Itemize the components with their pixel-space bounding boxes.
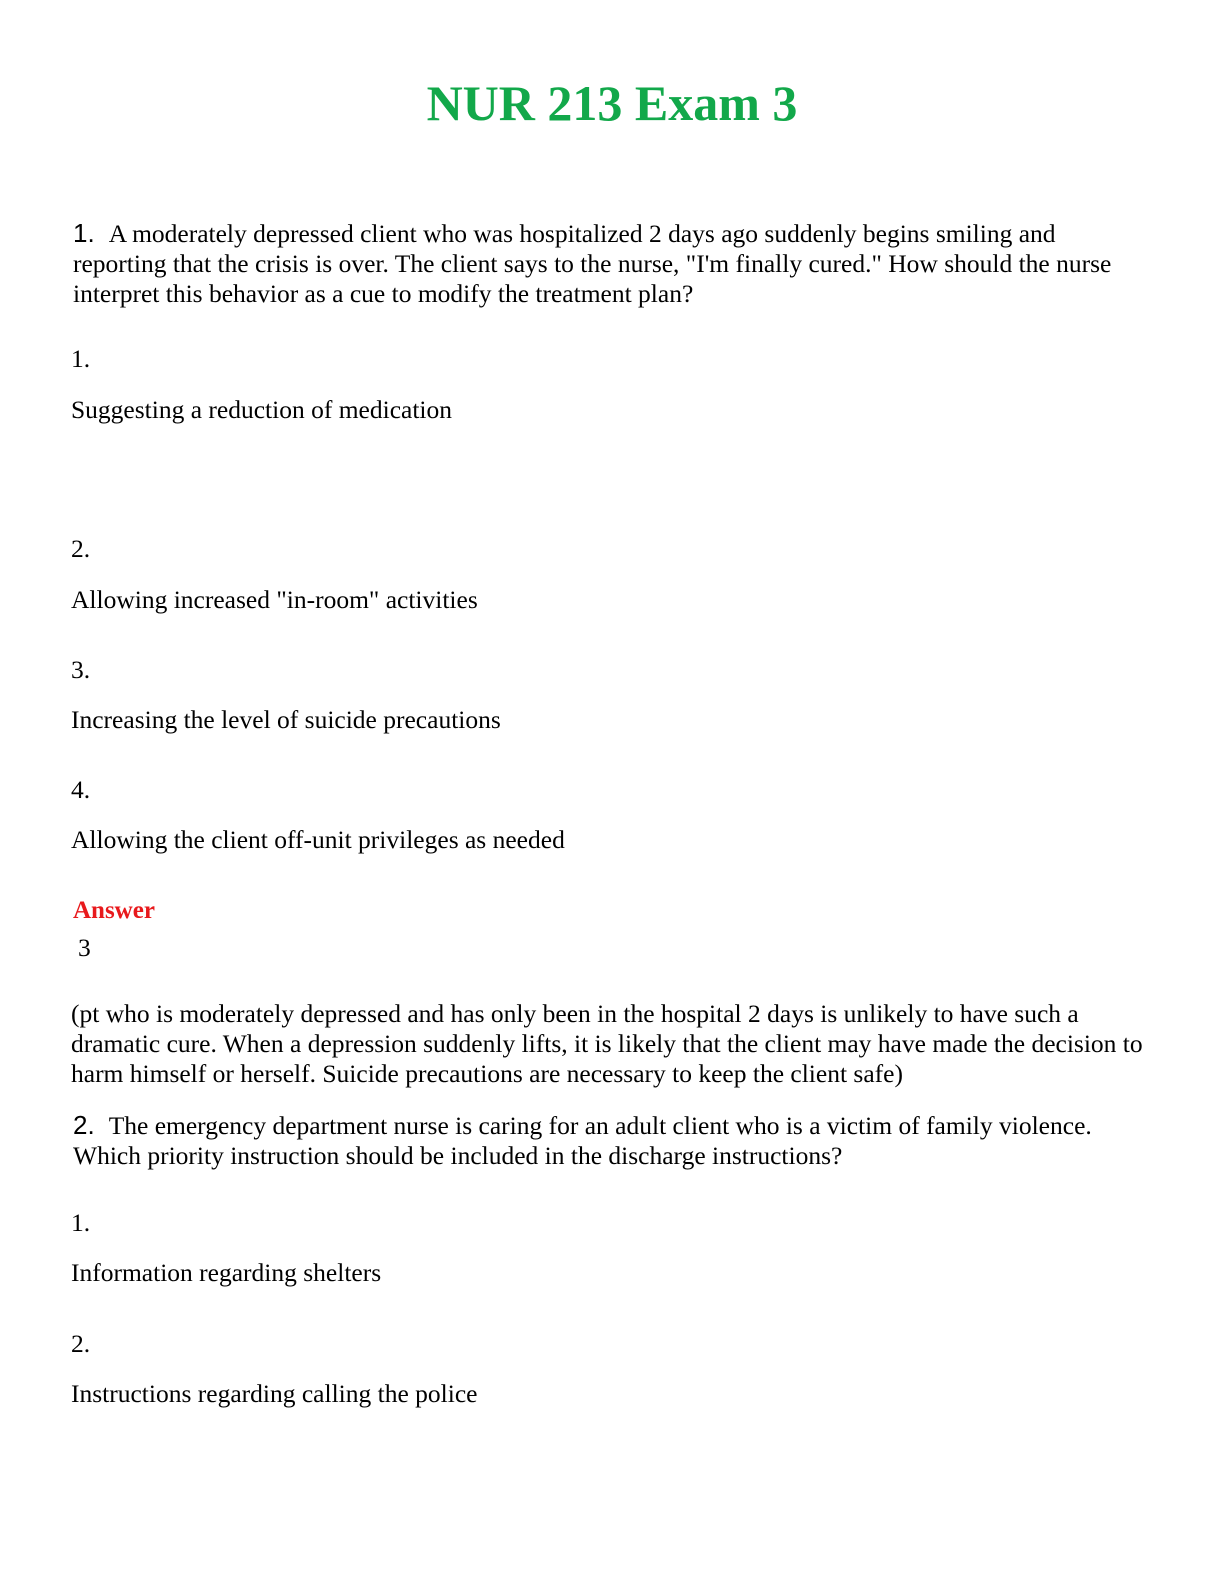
page-title: NUR 213 Exam 3 xyxy=(426,75,798,131)
answer-value: 3 xyxy=(78,933,91,962)
question-text: The emergency department nurse is caring for an adult client who is a victim of family violence. Which priority instruction should be included in the discharge instructions? xyxy=(73,1111,1092,1170)
question-text: A moderately depressed client who was hospitalized 2 days ago suddenly begins smiling and reporting that the crisis is over. The client says to the nurse, "I'm finally cured." How should the nurse interpret this behavior as a cue to modify the treatment plan? xyxy=(73,219,1112,308)
option-number: 1. xyxy=(71,1208,91,1237)
question-number: 1. xyxy=(73,218,95,248)
option-text: Instructions regarding calling the police xyxy=(71,1379,478,1408)
answer-label: Answer xyxy=(73,897,155,924)
option-number: 4. xyxy=(71,775,91,804)
option-number: 3. xyxy=(71,655,91,684)
option-number: 1. xyxy=(71,344,91,373)
answer-rationale: (pt who is moderately depressed and has only been in the hospital 2 days is unlikely to have such a dramatic cure. When a depression suddenly lifts, it is likely that the client may have made the decision to harm himself or herself. Suicide precautions are necessary to keep the client safe) xyxy=(71,999,1143,1088)
option-text: Allowing increased "in-room" activities xyxy=(71,585,478,614)
option-text: Allowing the client off-unit privileges as needed xyxy=(71,825,565,854)
option-text: Information regarding shelters xyxy=(71,1258,382,1287)
option-text: Suggesting a reduction of medication xyxy=(71,395,452,424)
question-2 xyxy=(73,1110,1153,1171)
question-number: 2. xyxy=(73,1110,95,1140)
option-number: 2. xyxy=(71,534,91,563)
option-number: 2. xyxy=(71,1329,91,1358)
option-text: Increasing the level of suicide precautions xyxy=(71,705,501,734)
question-1 xyxy=(73,218,1153,309)
